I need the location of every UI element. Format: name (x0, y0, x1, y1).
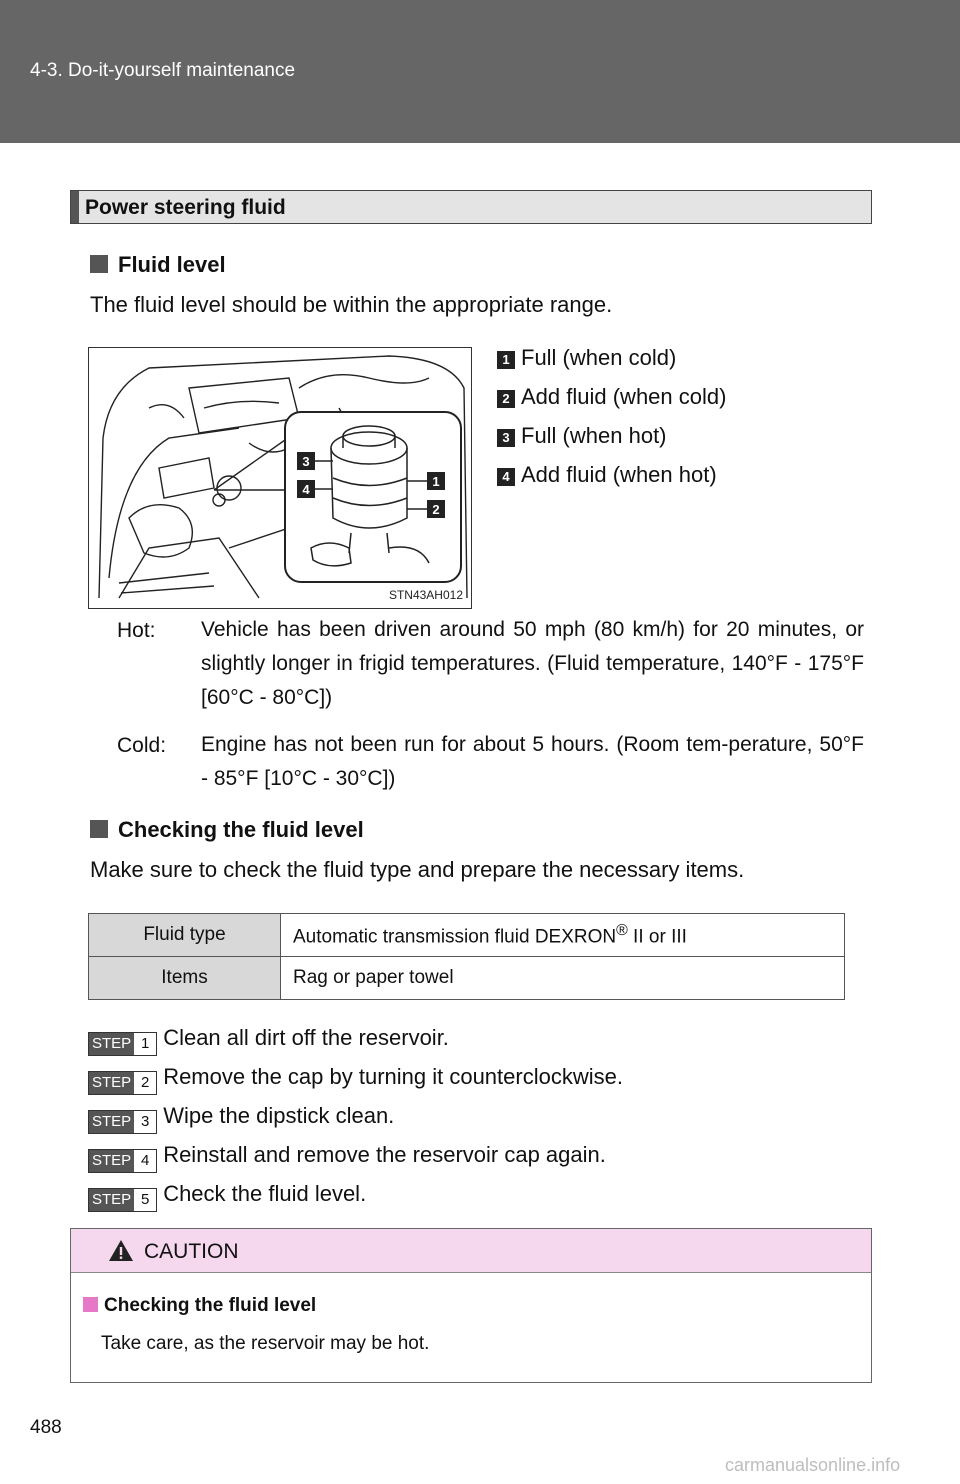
square-bullet-icon (83, 1297, 98, 1312)
definition-desc-cold: Engine has not been run for about 5 hours. (Room tem-perature, 50°F - 85°F [10°C - 30°C]) (201, 733, 864, 790)
caution-subheading-text: Checking the fluid level (104, 1295, 317, 1316)
step-text: Reinstall and remove the reservoir cap again. (163, 1142, 606, 1167)
subheading-fluid-level (90, 252, 226, 278)
legend-label: Full (when cold) (521, 345, 677, 370)
definition-term-cold: Cold: (117, 734, 167, 757)
step-badge (88, 1188, 157, 1212)
square-bullet-icon (90, 820, 108, 838)
square-bullet-icon (90, 255, 108, 273)
legend-label: Add fluid (when hot) (521, 462, 717, 487)
step-item (88, 1064, 623, 1095)
step-label: STEP (89, 1189, 134, 1211)
section-breadcrumb: 4-3. Do-it-yourself maintenance (30, 60, 296, 81)
legend-item (497, 462, 717, 488)
step-label: STEP (89, 1072, 134, 1094)
step-text: Check the fluid level. (163, 1181, 367, 1206)
caution-subheading (83, 1295, 316, 1317)
subheading-checking (90, 817, 364, 843)
step-label: STEP (89, 1033, 134, 1055)
step-number: 5 (134, 1189, 156, 1211)
step-number: 1 (134, 1033, 156, 1055)
value-suffix: II or III (627, 926, 687, 948)
step-label: STEP (89, 1150, 134, 1172)
legend-label: Full (when hot) (521, 423, 667, 448)
step-badge (88, 1149, 157, 1173)
step-label: STEP (89, 1111, 134, 1133)
table-row (89, 957, 845, 1000)
caution-title: CAUTION (144, 1240, 239, 1263)
value-text: Automatic transmission fluid DEXRON (293, 926, 617, 948)
checking-intro: Make sure to check the fluid type and prepare the necessary items. (90, 857, 745, 882)
items-table (88, 913, 845, 1000)
step-badge (88, 1071, 157, 1095)
step-number: 3 (134, 1111, 156, 1133)
step-badge (88, 1032, 157, 1056)
step-number: 4 (134, 1150, 156, 1172)
table-value-cell: Rag or paper towel (281, 957, 845, 1000)
callout-label: 1 (432, 474, 440, 489)
legend-item (497, 384, 726, 410)
table-label-cell: Items (89, 957, 281, 1000)
subheading-text: Checking the fluid level (118, 817, 364, 842)
legend-item (497, 345, 676, 371)
registered-mark: ® (616, 921, 628, 939)
step-text: Remove the cap by turning it counterclockwise. (163, 1064, 623, 1089)
step-text: Clean all dirt off the reservoir. (163, 1025, 449, 1050)
legend-number-box: 4 (497, 468, 515, 486)
legend-label: Add fluid (when cold) (521, 384, 727, 409)
watermark: carmanualsonline.info (725, 1455, 901, 1475)
table-label-cell: Fluid type (89, 914, 281, 957)
section-title: Power steering fluid (85, 196, 286, 219)
caution-box (70, 1228, 872, 1383)
fluid-level-intro: The fluid level should be within the appropriate range. (90, 292, 613, 317)
definition-desc-hot: Vehicle has been driven around 50 mph (80 km/h) for 20 minutes, or slightly longer in frigid temperatures. (Fluid temperature, 140°F - 175°F [60°C - 80°C]) (201, 618, 864, 709)
table-value-cell (281, 914, 845, 957)
table-row (89, 914, 845, 957)
warning-triangle-icon (108, 1239, 134, 1262)
step-item (88, 1103, 394, 1134)
callout-label: 2 (432, 502, 440, 517)
caution-header (71, 1229, 871, 1273)
legend-number-box: 2 (497, 390, 515, 408)
callout-label: 3 (302, 454, 310, 469)
legend-item (497, 423, 667, 449)
definition-term-hot: Hot: (117, 619, 156, 642)
step-item (88, 1025, 449, 1056)
reservoir-figure (88, 347, 472, 609)
callout-label: 4 (302, 482, 310, 497)
engine-bay-illustration (89, 348, 472, 609)
step-item (88, 1142, 606, 1173)
step-item (88, 1181, 366, 1212)
section-title-bar (70, 190, 872, 224)
step-text: Wipe the dipstick clean. (163, 1103, 395, 1128)
legend-number-box: 1 (497, 351, 515, 369)
page-number: 488 (30, 1417, 62, 1438)
subheading-text: Fluid level (118, 252, 226, 277)
section-title-marker (71, 191, 79, 223)
step-badge (88, 1110, 157, 1134)
step-number: 2 (134, 1072, 156, 1094)
caution-text: Take care, as the reservoir may be hot. (101, 1333, 430, 1354)
header-band (0, 0, 960, 143)
figure-code: STN43AH012 (388, 588, 463, 602)
legend-number-box: 3 (497, 429, 515, 447)
